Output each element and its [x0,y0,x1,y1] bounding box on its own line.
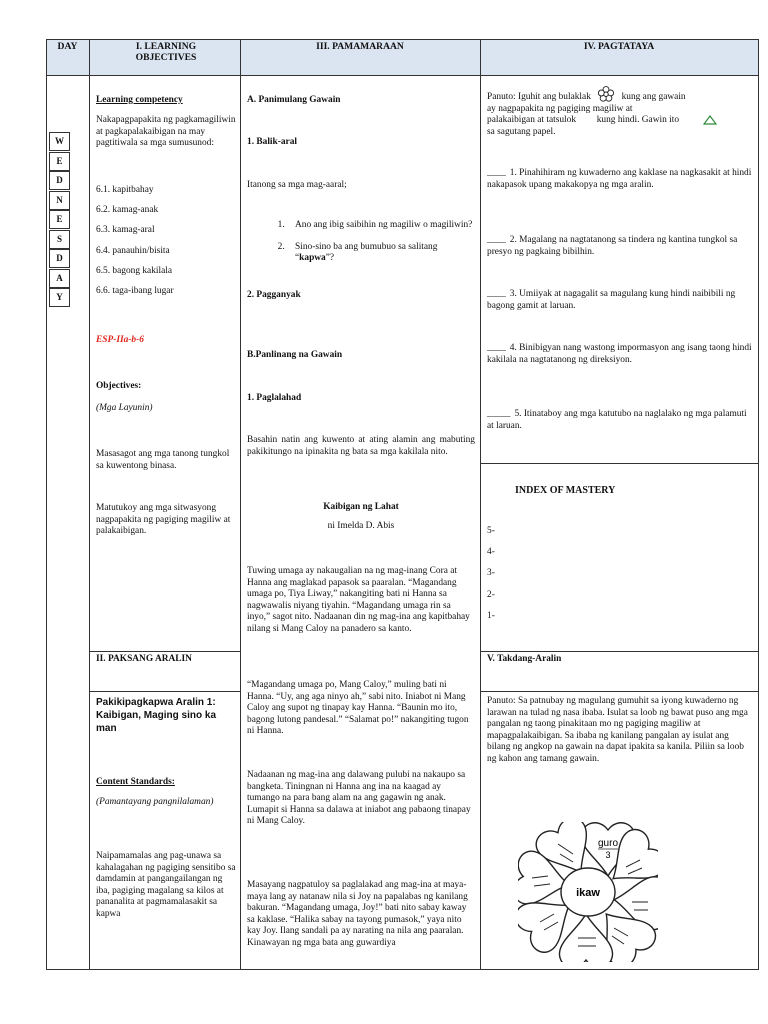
header-objectives: I. LEARNING OBJECTIVES [135,41,197,63]
day-letter: W [49,132,70,151]
heart-label: guro [597,838,619,849]
pagtataya-item [487,409,755,432]
col-divider-1 [89,39,90,970]
day-letter: D [49,171,70,190]
competency-item: 6.4. panauhin/bisita [96,245,170,256]
story-paragraph-3: Nadaanan ng mag-ina ang dalawang pulubi na nakaupo sa bangketa. Tiningnan ni Hanna ang ina na kaagad ay tumango na para bang alam na ang gagawin ng anak. Lumapit si Hanna sa dalawa at iniabot ang pabaong tinapay ni Mang Caloy. [247,770,471,827]
header-bottom-border [46,75,758,76]
content-standards-text: Naipamamalas ang pag-unawa sa kahalagahan ng pagiging sensitibo sa damdamin at pangangailangan ng iba, pagiging magalang sa kilos at pananalita at pagmamalasakit sa kapwa [96,851,236,919]
triangle-icon [703,115,717,125]
day-letter: A [49,269,70,288]
day-letter: N [49,191,70,210]
header-pamamaraan: III. PAMAMARAAN [316,41,404,52]
index-score: 5- [487,526,495,536]
hearts-diagram [518,822,658,962]
instructions-line-3 [487,115,755,127]
day-letter: E [49,152,70,171]
competency-text: Nakapagpapakita ng pagkamagiliwin at pagkapalakaibigan na may pagtitiwala sa mga sumusunod: [96,115,236,149]
flower-icon [597,86,615,102]
header-pagtataya: IV. PAGTATAYA [583,41,655,52]
col-divider-3 [480,39,481,970]
instructions-text-c: palakaibigan at tatsulok [487,115,577,126]
paksang-subject: Pakikipagkapwa Aralin 1: Kaibigan, Maging sino ka man [96,697,217,734]
paksang-top-border [89,651,240,652]
paksang-title: II. PAKSANG ARALIN [96,654,192,664]
balik-aral-questions [247,220,475,275]
competency-item: 6.1. kapitbahay [96,185,154,195]
table-right-border [758,39,759,970]
pagtataya-item [487,168,755,191]
table-bottom-border [46,969,758,970]
content-standards-subtitle: (Pamantayang pangnilalaman) [96,797,214,807]
takdang-bottom-border [480,691,758,692]
col-divider-2 [240,39,241,970]
story-title: Kaibigan ng Lahat [323,502,399,512]
competency-item: 6.3. kamag-aral [96,225,155,236]
question-2-end: ”? [325,253,335,264]
panlinang-title: B.Panlinang na Gawain [247,350,343,360]
answer-blank[interactable]: ____ [487,235,506,245]
index-score: 1- [487,610,495,621]
answer-blank[interactable]: ____ [487,168,506,178]
story-paragraph-2: “Magandang umaga po, Mang Caloy,” muling bati ni Hanna. “Uy, ang aga ninyo ah,” sabi nito. Iniabot ni Mang Caloy ang supot ng tinapay kay Hanna. “Baunin mo ito, bagong lutong pandesal.” “Salamat po!” nakangiting tugon ni Hanna. [247,680,469,737]
panimulang-gawain-title: A. Panimulang Gawain [247,95,341,105]
story-paragraph-4: Masayang nagpatuloy sa paglalakad ang mag-ina at maya-maya lang ay natanaw nila si Joy na papalabas ng kanilang bakuran. “Magandang umaga, Joy!” bati nito sabay kaway sa kaklase. “Halika sabay na tayong pumasok,” yaya nito kay Joy. Ilang sandali pa ay narating na nila ang paaralan. Kinawayan ng mga bata ang guwardiya [247,880,468,948]
takdang-top-border [480,651,758,652]
question-2 [287,242,475,265]
pagtataya-item [487,289,755,312]
day-letter: D [49,249,70,268]
instructions-line-2: ay nagpapakita ng pagiging magiliw at [487,103,633,114]
center-label: ikaw [576,887,600,899]
instructions-text-b: kung ang gawain [621,92,686,102]
question-2-text: Sino-sino ba ang bumubuo sa salitang “ [295,241,438,264]
answer-blank[interactable]: ____ [487,289,506,299]
balik-aral-text: Itanong sa mga mag-aaral; [247,180,347,190]
paglalahad-title: 1. Paglalahad [247,393,302,403]
index-score: 2- [487,589,495,600]
pagganyak-title: 2. Pagganyak [247,290,301,300]
story-intro: Basahin natin ang kuwento at ating alamin ang mabuting pakikitungo na ipinakita ng bata sa mga kakilala nito. [247,435,475,457]
pagtataya-item [487,235,755,258]
answer-blank[interactable]: ____ [487,343,506,353]
table-top-border [46,39,758,40]
instructions-text-d: kung hindi. Gawin ito [596,115,680,126]
objective-1: Masasagot ang mga tanong tungkol sa kuwentong binasa. [96,449,230,471]
question-2-bold: kapwa [299,253,326,264]
objectives-title: Objectives: [96,381,142,391]
question-1: 1. Ano ang ibig saibihin ng magiliw o magiliwin? [287,220,475,232]
index-top-border [480,463,758,464]
competency-item: 6.5. bagong kakilala [96,265,173,276]
item-text: 5. Itinataboy ang mga katutubo na naglalako ng mga palamuti at laruan. [487,409,747,431]
instructions-line-1 [487,86,755,104]
pagtataya-item [487,343,755,366]
takdang-aralin-title: V. Takdang-Aralin [487,654,562,664]
takdang-aralin-text: Panuto: Sa patnubay ng magulang gumuhit sa iyong kuwaderno ng larawan na tulad ng nasa ibaba. Isulat sa loob ng bawat puso ang mga pangalan ng taong pinakitaan mo ng pagiging magiliw at mapagpalakaibigan. Sa ibaba ng kanilang pangalan ay isulat ang bilang ng angkop na gawain na dapat ipakita sa kanila. Piliin sa loob ng kahon ang tamang gawain. [487,696,748,764]
content-standards-title: Content Standards: [96,777,175,787]
competency-title: Learning competency [96,95,183,105]
answer-blank[interactable]: _____ [487,409,511,419]
competency-item: 6.6. taga-ibang lugar [96,286,174,296]
table-left-border [46,39,47,970]
item-text: 2. Magalang na nagtatanong sa tindera ng kantina tungkol sa presyo ng pagkaing bibilhin. [487,235,738,257]
objective-2: Matutukoy ang mga sitwasyong nagpapakita ng pagiging magiliw at palakaibigan. [96,503,231,537]
item-text: 1. Pinahihiram ng kuwaderno ang kaklase na nagkasakit at hindi nakapasok upang makakopya ng mga aralin. [487,168,752,190]
balik-aral-title: 1. Balik-aral [247,137,298,147]
instructions-line-4: sa sagutang papel. [487,126,556,137]
objectives-subtitle: (Mga Layunin) [96,403,153,413]
competency-code: ESP-IIa-b-6 [96,335,144,345]
day-letter: E [49,210,70,229]
day-letter: Y [49,288,70,307]
story-author: ni Imelda D. Abis [327,521,395,531]
index-score: 4- [487,547,495,558]
story-paragraph-1: Tuwing umaga ay nakaugalian na ng mag-inang Cora at Hanna ang maglakad papasok sa paaralan. “Magandang umaga po, Tiya Liway,” nakangiting bati ni Hanna sa nagwawalis niyang tiyahin. “Magandang umaga rin sa inyo,” sagot nito. Nadaanan din ng mag-ina ang kapitbahay nilang si Mang Caloy na panadero sa kanto. [247,566,470,634]
pagtataya-instructions [487,86,755,138]
header-day: DAY [57,41,78,52]
item-text: 3. Umiiyak at nagagalit sa magulang kung hindi naibibili ng bagong gamit at laruan. [487,289,736,311]
item-text: 4. Binibigyan nang wastong impormasyon ang isang taong hindi kakilala na nagtatanong ng direksiyon. [487,343,752,365]
index-score: 3- [487,568,495,579]
day-letter: S [49,230,70,249]
competency-item: 6.2. kamag-anak [96,205,159,216]
instructions-text-a: Panuto: Iguhit ang bulaklak [487,92,591,102]
paksang-bottom-border [89,691,240,692]
heart-number: 3 [605,850,611,860]
index-of-mastery-title: INDEX OF MASTERY [515,485,616,496]
